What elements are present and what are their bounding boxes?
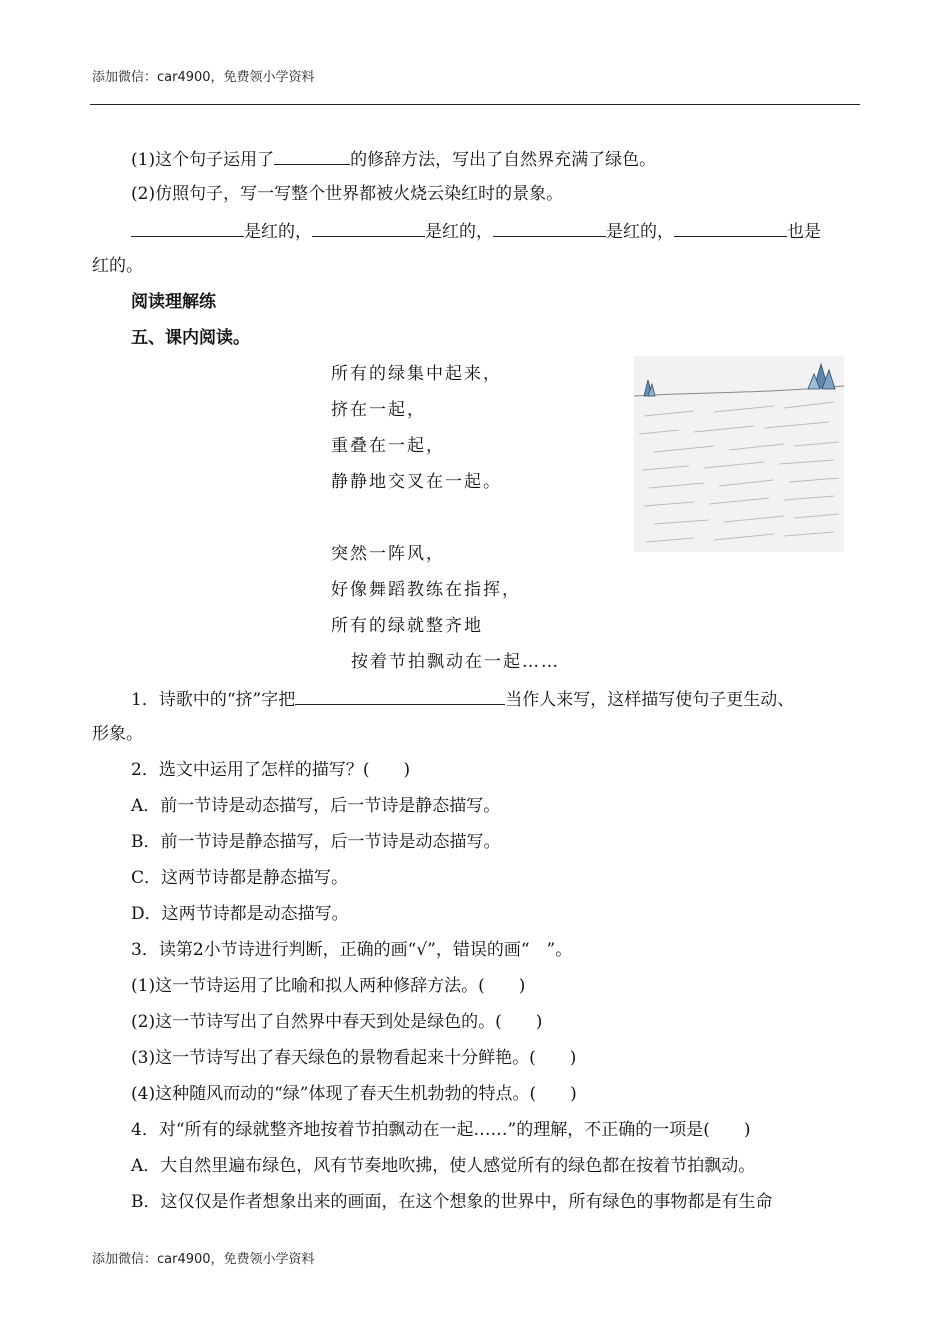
s4-red-continuation: 红的。 (92, 256, 143, 276)
s4-question-1 (131, 146, 656, 172)
q2-option-b[interactable]: B．前一节诗是静态描写，后一节诗是动态描写。 (131, 832, 501, 852)
q2-option-a[interactable]: A．前一节诗是动态描写，后一节诗是静态描写。 (131, 796, 501, 816)
q2-option-d[interactable]: D．这两节诗都是动态描写。 (131, 904, 349, 924)
poem-line: 好像舞蹈教练在指挥， (331, 580, 521, 600)
s4-red-line (131, 218, 821, 244)
q4-option-b[interactable]: B．这仅仅是作者想象出来的画面，在这个想象的世界中，所有绿色的事物都是有生命 (131, 1192, 773, 1212)
q1-before: 1．诗歌中的“挤”字把 (131, 690, 296, 710)
question-1 (131, 686, 794, 712)
page-header: 添加微信：car4900，免费领小学资料 (92, 70, 315, 85)
q3-item-1[interactable]: (1)这一节诗运用了比喻和拟人两种修辞方法。( ) (131, 976, 526, 996)
answer-blank[interactable] (674, 218, 787, 237)
question-2: 2．选文中运用了怎样的描写？( ) (131, 760, 411, 780)
page-footer: 添加微信：car4900，免费领小学资料 (92, 1252, 315, 1267)
answer-blank[interactable] (131, 218, 244, 237)
q2-option-c[interactable]: C．这两节诗都是静态描写。 (131, 868, 349, 888)
q3-item-4[interactable]: (4)这种随风而动的“绿”体现了春天生机勃勃的特点。( ) (131, 1084, 577, 1104)
poem-line: 突然一阵风， (331, 544, 445, 564)
poem-line: 所有的绿集中起来， (331, 364, 502, 384)
q3-item-3[interactable]: (3)这一节诗写出了春天绿色的景物看起来十分鲜艳。( ) (131, 1048, 577, 1068)
poem-line: 静静地交叉在一起。 (331, 472, 502, 492)
poem-last-line: 按着节拍飘动在一起…… (351, 652, 560, 672)
s4-q1-before: (1)这个句子运用了 (131, 150, 275, 170)
answer-blank[interactable] (274, 146, 350, 165)
s4-q1-after: 的修辞方法，写出了自然界充满了绿色。 (350, 150, 657, 170)
question-3: 3．读第2小节诗进行判断，正确的画“√”，错误的画“ ”。 (131, 940, 573, 960)
red-text-3: 是红的， (606, 222, 674, 242)
q3-item-2[interactable]: (2)这一节诗写出了自然界中春天到处是绿色的。( ) (131, 1012, 543, 1032)
poem-line: 挤在一起， (331, 400, 426, 420)
poem-line: 所有的绿就整齐地 (331, 616, 483, 636)
answer-blank[interactable] (295, 686, 505, 705)
red-text-4: 也是 (787, 222, 821, 242)
question-4: 4．对“所有的绿就整齐地按着节拍飘动在一起……”的理解，不正确的一项是( ) (131, 1120, 751, 1140)
landscape-illustration (634, 356, 844, 552)
answer-blank[interactable] (493, 218, 606, 237)
red-text-2: 是红的， (425, 222, 493, 242)
q4-option-a[interactable]: A．大自然里遍布绿色，风有节奏地吹拂，使人感觉所有的绿色都在按着节拍飘动。 (131, 1156, 756, 1176)
q1-after: 当作人来写，这样描写使句子更生动、 (505, 690, 795, 710)
question-1-continuation: 形象。 (92, 724, 143, 744)
header-divider (90, 104, 860, 105)
poem-line: 重叠在一起， (331, 436, 445, 456)
answer-blank[interactable] (312, 218, 425, 237)
reading-heading: 阅读理解练 (131, 292, 216, 312)
s4-question-2: (2)仿照句子，写一写整个世界都被火烧云染红时的景象。 (131, 184, 564, 204)
section5-heading: 五、课内阅读。 (131, 328, 250, 348)
red-text-1: 是红的， (244, 222, 312, 242)
